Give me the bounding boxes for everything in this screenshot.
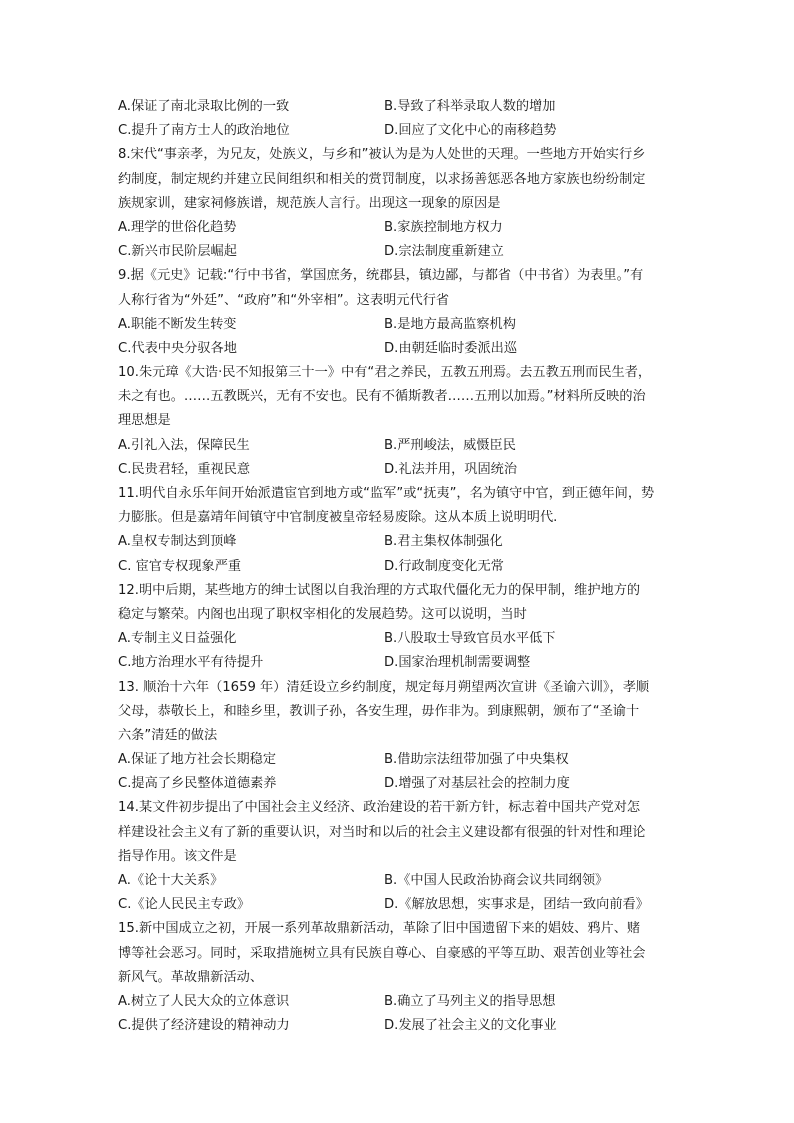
answer-option: C.新兴市民阶层崛起 <box>118 244 237 260</box>
answer-option: B.《中国人民政治协商会议共同纲领》 <box>384 873 609 888</box>
question-stem-line: 力膨胀。但是嘉靖年间镇守中官制度被皇帝轻易废除。这从本质上说明明代. <box>118 510 558 526</box>
answer-option: D.发展了社会主义的文化事业 <box>384 1018 557 1034</box>
answer-option: D.由朝廷临时委派出巡 <box>384 340 518 356</box>
answer-option: A.《论十大关系》 <box>118 873 224 888</box>
answer-option: A.皇权专制达到顶峰 <box>118 534 237 550</box>
answer-option: B.导致了科举录取人数的增加 <box>384 99 556 114</box>
answer-option: D.国家治理机制需要调整 <box>384 655 531 671</box>
answer-option: D.行政制度变化无常 <box>384 558 504 574</box>
answer-option: B.家族控制地方权力 <box>384 219 503 235</box>
answer-option: B.确立了马列主义的指导思想 <box>384 993 556 1009</box>
option-row <box>118 1014 678 1038</box>
answer-option: A.引礼入法，保障民生 <box>118 437 250 453</box>
option-row <box>118 651 678 675</box>
question-stem-line: 12.明中后期，某些地方的绅士试图以自我治理的方式取代僵化无力的保甲制，维护地方的 <box>118 582 641 598</box>
exam-page <box>118 95 678 1038</box>
option-row <box>118 95 678 119</box>
question-block <box>118 917 678 1038</box>
option-row <box>118 627 678 651</box>
question-stem-line: 未之有也。……五教既兴，无有不安也。民有不循斯教者……五刑以加焉。”材料所反映的治 <box>118 389 646 405</box>
option-row <box>118 772 678 796</box>
option-row <box>118 869 678 893</box>
question-stem-line: 13. 顺治十六年（1659 年）清廷设立乡约制度，规定每月朔望两次宣讲《圣谕六训》，孝顺 <box>118 679 650 695</box>
answer-option: C.民贵君轻，重视民意 <box>118 461 251 477</box>
question-stem-line: 14.某文件初步提出了中国社会主义经济、政治建设的若干新方针，标志着中国共产党对怎 <box>118 800 641 816</box>
question-stem-line: 15.新中国成立之初，开展一系列革故鼎新活动，革除了旧中国遗留下来的娼妓、鸦片、赌 <box>118 921 641 937</box>
answer-option: C.《论人民民主专政》 <box>118 897 251 913</box>
option-row <box>118 530 678 554</box>
option-row <box>118 990 678 1014</box>
answer-option: A.树立了人民大众的立体意识 <box>118 993 290 1009</box>
question-block <box>118 482 678 579</box>
answer-option: C. 宦官专权现象严重 <box>118 558 242 574</box>
answer-option: C.地方治理水平有待提升 <box>118 655 264 671</box>
answer-option: D.礼法并用，巩固统治 <box>384 461 518 477</box>
answer-option: A.保证了地方社会长期稳定 <box>118 752 277 768</box>
answer-option: D.回应了文化中心的南移趋势 <box>384 123 557 139</box>
answer-option: D.宗法制度重新建立 <box>384 244 504 260</box>
answer-option: C.提供了经济建设的精神动力 <box>118 1018 290 1034</box>
answer-option: C.提高了乡民整体道德素养 <box>118 776 277 792</box>
option-row <box>118 313 678 337</box>
previous-question-options <box>118 95 678 143</box>
answer-option: A.专制主义日益强化 <box>118 631 237 647</box>
answer-option: D.增强了对基层社会的控制力度 <box>384 776 570 792</box>
answer-option: B.借助宗法纽带加强了中央集权 <box>384 752 569 768</box>
answer-option: C.代表中央分驭各地 <box>118 340 237 356</box>
option-row <box>118 893 678 917</box>
option-row <box>118 434 678 458</box>
question-stem-line: 11.明代自永乐年间开始派遣宦官到地方或“监军”或“抚夷”，名为镇守中官，到正德年间，势 <box>118 486 655 501</box>
question-block <box>118 143 678 264</box>
question-stem-line: 稳定与繁荣。内阁也出现了职权宰相化的发展趋势。这可以说明，当时 <box>118 606 527 622</box>
question-stem-line: 族规家训，建家祠修族谱，规范族人言行。出现这一现象的原因是 <box>118 195 501 211</box>
option-row <box>118 240 678 264</box>
question-stem-line: 约制度，制定规约并建立民间组织和相关的赏罚制度，以求扬善惩恶各地方家族也纷纷制定 <box>118 171 646 187</box>
answer-option: B.八股取士导致官员水平低下 <box>384 631 556 647</box>
answer-option: C.提升了南方士人的政治地位 <box>118 123 290 139</box>
option-row <box>118 555 678 579</box>
option-row <box>118 458 678 482</box>
question-stem-line: 父母，恭敬长上，和睦乡里，教训子孙，各安生理，毋作非为。到康熙朝，颁布了“圣谕十 <box>118 703 640 719</box>
answer-option: B.君主集权体制强化 <box>384 534 503 550</box>
answer-option: D.《解放思想，实事求是，团结一致向前看》 <box>384 897 649 913</box>
answer-option: A.理学的世俗化趋势 <box>118 219 237 235</box>
question-list <box>118 143 678 1038</box>
option-row <box>118 337 678 361</box>
question-stem-line: 样建设社会主义有了新的重要认识，对当时和以后的社会主义建设都有很强的针对性和理论 <box>118 824 646 840</box>
question-stem-line: 指导作用。该文件是 <box>118 848 237 864</box>
question-stem-line: 8.宋代“事亲孝，为兄友，处族义，与乡和”被认为是为人处世的天理。一些地方开始实行乡 <box>118 147 646 163</box>
option-row <box>118 119 678 143</box>
option-row <box>118 216 678 240</box>
question-block <box>118 264 678 361</box>
question-stem-line: 博等社会恶习。同时，采取措施树立具有民族自尊心、自豪感的平等互助、艰苦创业等社会 <box>118 945 646 961</box>
answer-option: A.职能不断发生转变 <box>118 316 237 332</box>
question-block <box>118 361 678 482</box>
question-stem-line: 新风气。革故鼎新活动、 <box>118 969 264 985</box>
question-stem-line: 六条”清廷的做法 <box>118 727 218 743</box>
question-block <box>118 676 678 797</box>
question-stem-line: 9.据《元史》记载:“行中书省，掌国庶务，统郡县，镇边鄙，与都省（中书省）为表里。”有 <box>118 268 644 284</box>
answer-option: B.严刑峻法，威慑臣民 <box>384 437 516 453</box>
option-row <box>118 748 678 772</box>
answer-option: B.是地方最高监察机构 <box>384 316 516 332</box>
question-stem-line: 人称行省为“外廷”、“政府”和“外宰相”。这表明元代行省 <box>118 292 450 308</box>
question-block <box>118 796 678 917</box>
question-block <box>118 579 678 676</box>
question-stem-line: 10.朱元璋《大诰·民不知报第三十一》中有“君之养民，五教五刑焉。去五教五刑而民生者， <box>118 365 652 381</box>
answer-option: A.保证了南北录取比例的一致 <box>118 99 290 114</box>
question-stem-line: 理思想是 <box>118 413 171 429</box>
